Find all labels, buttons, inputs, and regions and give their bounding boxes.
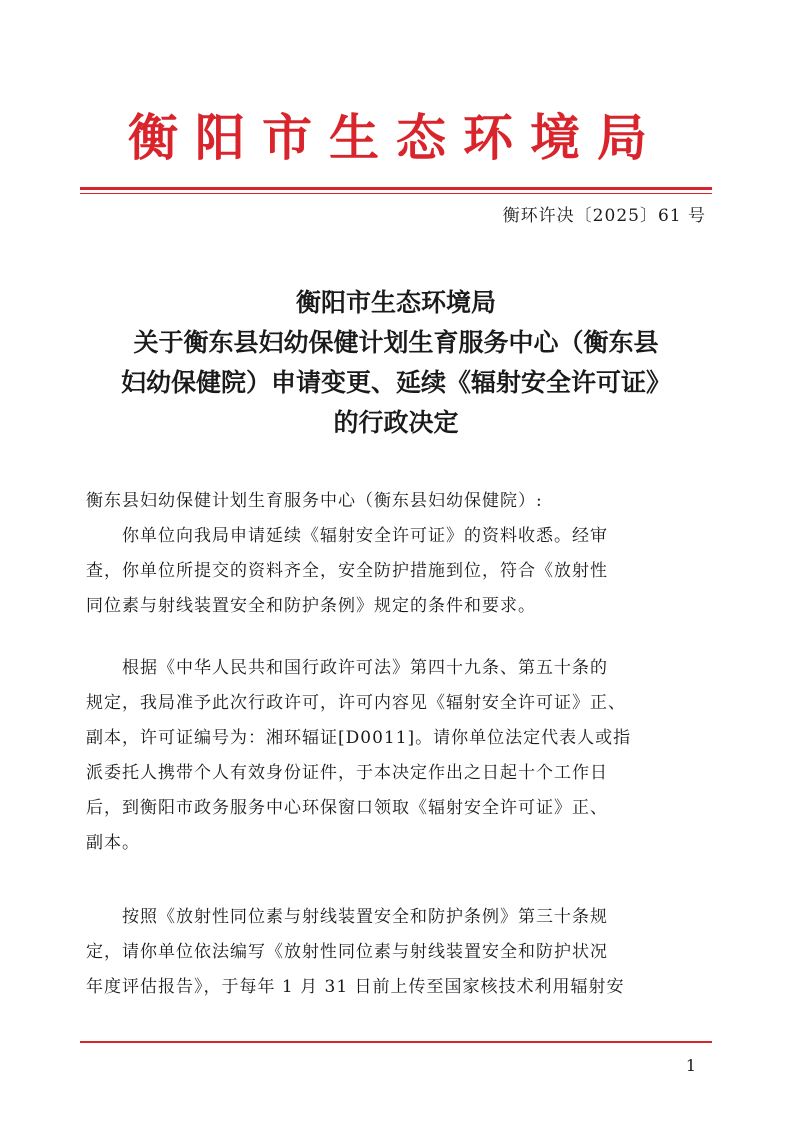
paragraph-2 <box>86 651 712 861</box>
title-line: 妇幼保健院）申请变更、延续《辐射安全许可证》 <box>120 368 671 397</box>
paragraph-line: 按照《放射性同位素与射线装置安全和防护条例》第三十条规 <box>122 907 608 927</box>
paragraph-line: 你单位向我局申请延续《辐射安全许可证》的资料收悉。经审 <box>122 526 608 546</box>
paragraph-line: 年度评估报告》，于每年 1 月 31 日前上传至国家核技术利用辐射安 <box>86 977 625 997</box>
paragraph-line: 后，到衡阳市政务服务中心环保窗口领取《辐射安全许可证》正、 <box>86 798 608 818</box>
paragraph-line: 同位素与射线装置安全和防护条例》规定的条件和要求。 <box>86 596 536 616</box>
title-line: 衡阳市生态环境局 <box>295 288 496 317</box>
paragraph-line: 规定，我局准予此次行政许可，许可内容见《辐射安全许可证》正、 <box>86 693 626 713</box>
paragraph-line: 副本。 <box>86 833 140 853</box>
header-red-rule-thick <box>80 187 712 190</box>
paragraph-3 <box>86 900 712 1005</box>
document-number: 衡环许决〔2025〕61 号 <box>502 206 706 226</box>
paragraph-1 <box>86 519 712 624</box>
title-line: 的行政决定 <box>333 408 459 437</box>
page-number: 1 <box>685 1056 696 1075</box>
title-line: 关于衡东县妇幼保健计划生育服务中心（衡东县 <box>133 328 659 357</box>
paragraph-line: 定，请你单位依法编写《放射性同位素与射线装置安全和防护状况 <box>86 942 608 962</box>
paragraph-line: 根据《中华人民共和国行政许可法》第四十九条、第五十条的 <box>122 658 608 678</box>
salutation: 衡东县妇幼保健计划生育服务中心（衡东县妇幼保健院）: <box>86 491 543 511</box>
header-red-rule-thin <box>80 193 712 194</box>
agency-header: 衡阳市生态环境局 <box>128 108 664 167</box>
document-title <box>60 283 732 443</box>
paragraph-line: 查，你单位所提交的资料齐全，安全防护措施到位，符合《放射性 <box>86 561 608 581</box>
paragraph-line: 派委托人携带个人有效身份证件，于本决定作出之日起十个工作日 <box>86 763 608 783</box>
footer-red-rule <box>80 1041 712 1043</box>
paragraph-line: 副本，许可证编号为：湘环辐证[D0011]。请你单位法定代表人或指 <box>86 728 632 748</box>
